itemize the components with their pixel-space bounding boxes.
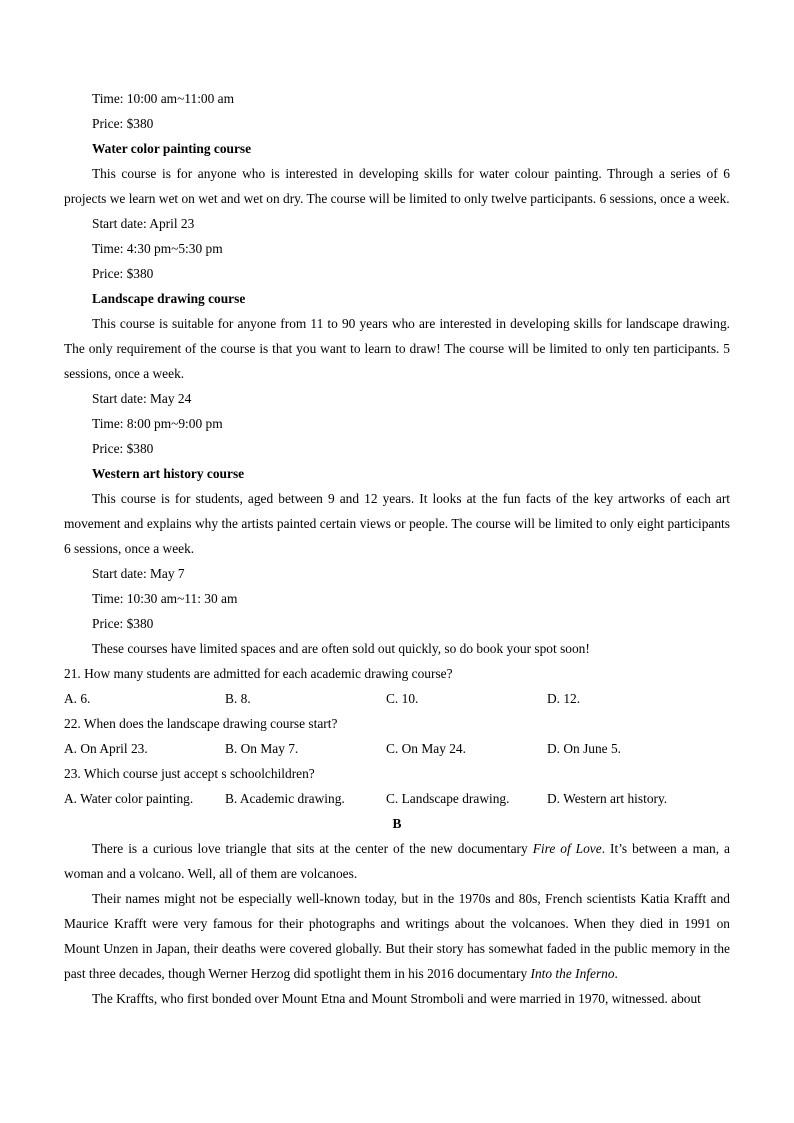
option: A. Water color painting. <box>64 791 194 806</box>
question-22: 22. When does the landscape drawing course start? <box>64 716 338 731</box>
western-art-description: This course is for students, aged between 9 and 12 years. It looks at the fun facts of the key artworks of each art movement and explains why the artists painted certain views or people. The course will be limited to only eight participants 6 sessions, once a week. <box>64 491 730 556</box>
option: C. 10. <box>386 691 419 706</box>
landscape-price: Price: $380 <box>92 441 154 456</box>
landscape-start: Start date: May 24 <box>92 391 192 406</box>
academic-price: Price: $380 <box>92 116 154 131</box>
option: D. 12. <box>547 691 581 706</box>
landscape-title: Landscape drawing course <box>92 291 246 306</box>
western-art-start: Start date: May 7 <box>92 566 185 581</box>
option: C. Landscape drawing. <box>386 791 510 806</box>
option: A. On April 23. <box>64 741 148 756</box>
option: C. On May 24. <box>386 741 466 756</box>
western-art-time: Time: 10:30 am~11: 30 am <box>92 591 238 606</box>
option: B. 8. <box>225 691 251 706</box>
question-22-options <box>64 736 730 761</box>
water-color-description: This course is for anyone who is interested in developing skills for water colour painting. Through a series of 6 projects we learn wet on wet and wet on dry. The course will be limited to only twelve participants. 6 sessions, once a week. <box>64 166 730 206</box>
academic-time: Time: 10:00 am~11:00 am <box>92 91 235 106</box>
option: D. Western art history. <box>547 791 668 806</box>
water-color-time: Time: 4:30 pm~5:30 pm <box>92 241 223 256</box>
landscape-description: This course is suitable for anyone from 11 to 90 years who are interested in developing skills for landscape drawing. The only requirement of the course is that you want to learn to draw! The course will be limited to only ten participants. 5 sessions, once a week. <box>64 316 730 381</box>
western-art-title: Western art history course <box>92 466 245 481</box>
question-21-options <box>64 686 730 711</box>
text-run: . <box>614 966 618 981</box>
text-run: . It’s between a man, a woman and a volcano. Well, all of them are volcanoes. <box>64 841 730 881</box>
question-23-options <box>64 786 730 811</box>
section-b-paragraph-3: The Kraffts, who first bonded over Mount Etna and Mount Stromboli and were married in 1970, witnessed. about <box>92 991 701 1006</box>
water-color-price: Price: $380 <box>92 266 154 281</box>
document-page <box>64 86 730 1011</box>
section-b-paragraph-1 <box>64 836 730 886</box>
text-run: Their names might not be especially well-known today, but in the 1970s and 80s, French scientists Katia Krafft and Maurice Krafft were very famous for their photographs and writings about the volcanoes. When they died in 1991 on Mount Unzen in Japan, their deaths were covered globally. But their story has somewhat faded in the public memory in the past three decades, though Werner Herzog did spotlight them in his 2016 documentary <box>64 891 730 981</box>
closing-note: These courses have limited spaces and are often sold out quickly, so do book your spot soon! <box>92 641 590 656</box>
landscape-time: Time: 8:00 pm~9:00 pm <box>92 416 223 431</box>
question-23: 23. Which course just accept s schoolchildren? <box>64 766 315 781</box>
water-color-start: Start date: April 23 <box>92 216 195 231</box>
film-title: Into the Inferno <box>530 966 615 981</box>
option: B. Academic drawing. <box>225 791 345 806</box>
film-title: Fire of Love <box>532 841 602 856</box>
section-b-heading: B <box>392 816 402 831</box>
section-b-paragraph-2 <box>64 886 730 986</box>
option: B. On May 7. <box>225 741 299 756</box>
question-21: 21. How many students are admitted for each academic drawing course? <box>64 666 453 681</box>
option: D. On June 5. <box>547 741 622 756</box>
water-color-title: Water color painting course <box>92 141 252 156</box>
western-art-price: Price: $380 <box>92 616 154 631</box>
text-run: There is a curious love triangle that sits at the center of the new documentary <box>92 841 533 856</box>
option: A. 6. <box>64 691 91 706</box>
